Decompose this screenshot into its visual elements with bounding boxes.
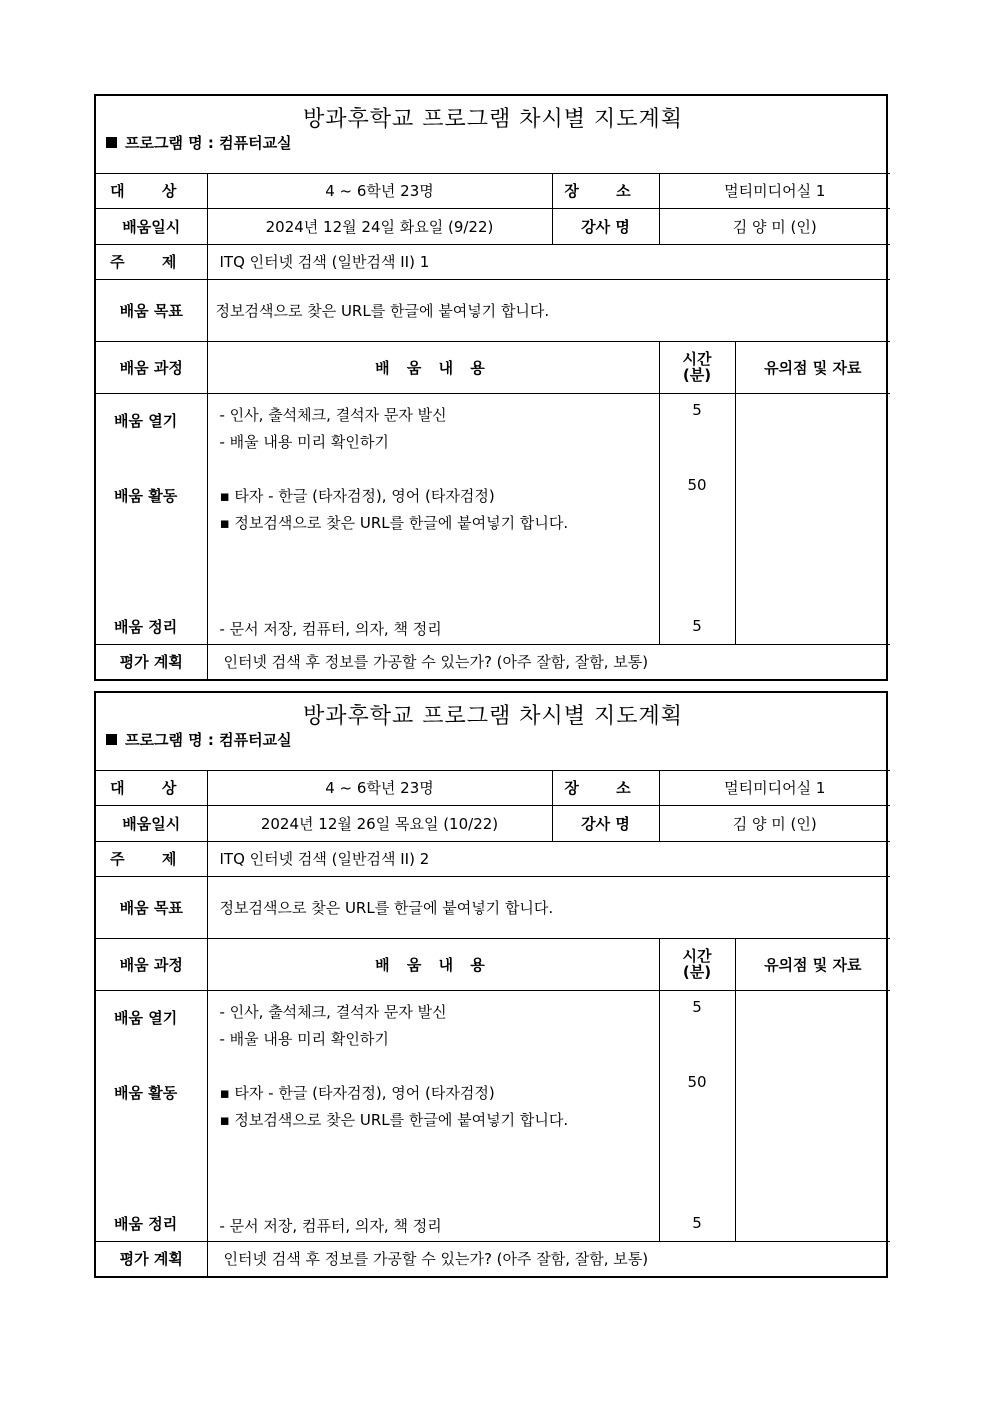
- plan-title: 방과후학교 프로그램 차시별 지도계획: [303, 107, 684, 132]
- square-bullet-icon: [106, 137, 117, 148]
- eval-value: 인터넷 검색 후 정보를 가공할 수 있는가? (아주 잘함, 잘함, 보통): [207, 1241, 890, 1276]
- content-column: [207, 990, 659, 1241]
- plan-header: [96, 96, 890, 173]
- stage-activity: 배움 활동: [114, 1083, 178, 1102]
- teacher-value: 김 양 미 (인): [659, 805, 890, 841]
- place-label: 장 소: [552, 173, 659, 208]
- eval-label: 평가 계획: [96, 1241, 207, 1276]
- teacher-label: 강사 명: [552, 805, 659, 841]
- notes-label: 유의점 및 자료: [735, 341, 890, 393]
- lesson-plan-1: [94, 94, 888, 681]
- close-time: 5: [692, 1213, 702, 1232]
- close-line-1: - 문서 저장, 컴퓨터, 의자, 책 정리: [219, 619, 442, 638]
- close-time: 5: [692, 616, 702, 635]
- open-line-2: - 배울 내용 미리 확인하기: [219, 1029, 389, 1048]
- eval-label: 평가 계획: [96, 644, 207, 679]
- program-name: [96, 729, 890, 769]
- topic-value: ITQ 인터넷 검색 (일반검색 II) 2: [207, 841, 890, 876]
- lesson-plan-2: [94, 691, 888, 1278]
- plan-header: [96, 693, 890, 770]
- date-label: 배움일시: [96, 805, 207, 841]
- eval-value: 인터넷 검색 후 정보를 가공할 수 있는가? (아주 잘함, 잘함, 보통): [207, 644, 890, 679]
- stage-close: 배움 정리: [114, 1214, 178, 1233]
- activity-line-1: ▪ 타자 - 한글 (타자검정), 영어 (타자검정): [219, 1083, 495, 1102]
- topic-value: ITQ 인터넷 검색 (일반검색 II) 1: [207, 244, 890, 279]
- stage-open: 배움 열기: [114, 411, 178, 430]
- teacher-value: 김 양 미 (인): [659, 208, 890, 244]
- place-value: 멀티미디어실 1: [659, 770, 890, 805]
- target-label: 대 상: [96, 173, 207, 208]
- program-name-text: 프로그램 명 : 컴퓨터교실: [125, 731, 292, 749]
- open-line-2: - 배울 내용 미리 확인하기: [219, 432, 389, 451]
- goal-value: 정보검색으로 찾은 URL를 한글에 붙여넣기 합니다.: [207, 876, 890, 938]
- teacher-label: 강사 명: [552, 208, 659, 244]
- stage-column: [96, 393, 207, 644]
- stage-column: [96, 990, 207, 1241]
- date-label: 배움일시: [96, 208, 207, 244]
- place-value: 멀티미디어실 1: [659, 173, 890, 208]
- target-label: 대 상: [96, 770, 207, 805]
- plan-title: 방과후학교 프로그램 차시별 지도계획: [303, 704, 684, 729]
- content-label: 배 움 내 용: [207, 938, 659, 990]
- time-column: [659, 990, 735, 1241]
- notes-label: 유의점 및 자료: [735, 938, 890, 990]
- stage-close: 배움 정리: [114, 617, 178, 636]
- goal-value: 정보검색으로 찾은 URL를 한글에 붙여넣기 합니다.: [207, 279, 890, 341]
- close-line-1: - 문서 저장, 컴퓨터, 의자, 책 정리: [219, 1216, 442, 1235]
- open-line-1: - 인사, 출석체크, 결석자 문자 발신: [219, 1002, 447, 1021]
- goal-label: 배움 목표: [96, 279, 207, 341]
- activity-line-2: ▪ 정보검색으로 찾은 URL를 한글에 붙여넣기 합니다.: [219, 513, 569, 532]
- activity-line-2: ▪ 정보검색으로 찾은 URL를 한글에 붙여넣기 합니다.: [219, 1110, 569, 1129]
- process-label: 배움 과정: [96, 938, 207, 990]
- place-label: 장 소: [552, 770, 659, 805]
- content-column: [207, 393, 659, 644]
- activity-time: 50: [687, 1072, 707, 1091]
- stage-activity: 배움 활동: [114, 486, 178, 505]
- notes-column: [735, 990, 890, 1241]
- open-time: 5: [692, 400, 702, 419]
- open-time: 5: [692, 997, 702, 1016]
- time-column: [659, 393, 735, 644]
- open-line-1: - 인사, 출석체크, 결석자 문자 발신: [219, 405, 447, 424]
- process-label: 배움 과정: [96, 341, 207, 393]
- stage-open: 배움 열기: [114, 1008, 178, 1027]
- topic-label: 주 제: [96, 841, 207, 876]
- topic-label: 주 제: [96, 244, 207, 279]
- goal-label: 배움 목표: [96, 876, 207, 938]
- square-bullet-icon: [106, 734, 117, 745]
- program-name: [96, 132, 890, 172]
- activity-line-1: ▪ 타자 - 한글 (타자검정), 영어 (타자검정): [219, 486, 495, 505]
- target-value: 4 ~ 6학년 23명: [207, 173, 552, 208]
- notes-column: [735, 393, 890, 644]
- date-value: 2024년 12월 24일 화요일 (9/22): [207, 208, 552, 244]
- target-value: 4 ~ 6학년 23명: [207, 770, 552, 805]
- date-value: 2024년 12월 26일 목요일 (10/22): [207, 805, 552, 841]
- activity-time: 50: [687, 475, 707, 494]
- time-label: 시간 (분): [659, 341, 735, 393]
- time-label: 시간 (분): [659, 938, 735, 990]
- content-label: 배 움 내 용: [207, 341, 659, 393]
- program-name-text: 프로그램 명 : 컴퓨터교실: [125, 134, 292, 152]
